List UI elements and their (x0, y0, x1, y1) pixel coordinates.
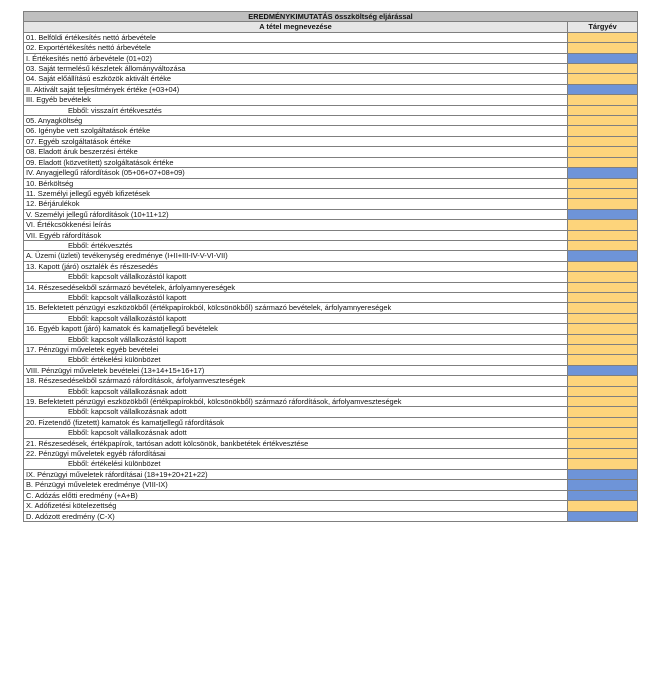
input-value-cell[interactable] (568, 64, 638, 74)
table-row (24, 126, 638, 136)
table-row (24, 147, 638, 157)
table-row (24, 95, 638, 105)
table-row (24, 501, 638, 511)
computed-value-cell (568, 84, 638, 94)
input-value-cell[interactable] (568, 334, 638, 344)
table-row (24, 469, 638, 479)
table-row (24, 136, 638, 146)
input-value-cell[interactable] (568, 303, 638, 313)
table-row (24, 438, 638, 448)
input-value-cell[interactable] (568, 116, 638, 126)
computed-value-cell (568, 168, 638, 178)
table-row (24, 230, 638, 240)
row-label: 15. Befektetett pénzügyi eszközökből (értékpapírokból, kölcsönökből) származó bevételek, árfolyamnyereségek (24, 303, 568, 313)
table-row (24, 313, 638, 323)
row-label: X. Adófizetési kötelezettség (24, 501, 568, 511)
table-row (24, 282, 638, 292)
row-label: C. Adózás előtti eredmény (+A+B) (24, 490, 568, 500)
row-label: 14. Részesedésekből származó bevételek, árfolyamnyereségek (24, 282, 568, 292)
input-value-cell[interactable] (568, 188, 638, 198)
header-row (24, 22, 638, 32)
row-label: 10. Bérköltség (24, 178, 568, 188)
table-row (24, 168, 638, 178)
input-value-cell[interactable] (568, 386, 638, 396)
row-label: VI. Értékcsökkenési leírás (24, 220, 568, 230)
input-value-cell[interactable] (568, 376, 638, 386)
computed-value-cell (568, 53, 638, 63)
table-row (24, 272, 638, 282)
input-value-cell[interactable] (568, 449, 638, 459)
column-header-year: Tárgyév (568, 22, 638, 32)
input-value-cell[interactable] (568, 95, 638, 105)
table-row (24, 345, 638, 355)
row-label: 18. Részesedésekből származó ráfordítások, árfolyamveszteségek (24, 376, 568, 386)
input-value-cell[interactable] (568, 292, 638, 302)
table-row (24, 105, 638, 115)
input-value-cell[interactable] (568, 438, 638, 448)
row-label: Ebből: kapcsolt vállalkozásnak adott (24, 386, 568, 396)
table-row (24, 84, 638, 94)
income-statement-table (23, 11, 638, 522)
row-label: 17. Pénzügyi műveletek egyéb bevételei (24, 345, 568, 355)
row-label: VIII. Pénzügyi műveletek bevételei (13+14+15+16+17) (24, 365, 568, 375)
row-label: Ebből: kapcsolt vállalkozásnak adott (24, 428, 568, 438)
table-row (24, 334, 638, 344)
input-value-cell[interactable] (568, 199, 638, 209)
input-value-cell[interactable] (568, 178, 638, 188)
column-header-item: A tétel megnevezése (24, 22, 568, 32)
input-value-cell[interactable] (568, 459, 638, 469)
input-value-cell[interactable] (568, 428, 638, 438)
table-row (24, 199, 638, 209)
table-row (24, 261, 638, 271)
row-label: 07. Egyéb szolgáltatások értéke (24, 136, 568, 146)
table-row (24, 407, 638, 417)
row-label: VII. Egyéb ráfordítások (24, 230, 568, 240)
table-row (24, 490, 638, 500)
input-value-cell[interactable] (568, 105, 638, 115)
row-label: 11. Személyi jellegű egyéb kifizetések (24, 188, 568, 198)
input-value-cell[interactable] (568, 313, 638, 323)
table-row (24, 376, 638, 386)
row-label: Ebből: kapcsolt vállalkozástól kapott (24, 272, 568, 282)
input-value-cell[interactable] (568, 324, 638, 334)
input-value-cell[interactable] (568, 147, 638, 157)
table-row (24, 292, 638, 302)
row-label: 21. Részesedések, értékpapírok, tartósan adott kölcsönök, bankbetétek értékvesztése (24, 438, 568, 448)
input-value-cell[interactable] (568, 74, 638, 84)
input-value-cell[interactable] (568, 397, 638, 407)
table-row (24, 43, 638, 53)
row-label: 02. Exportértékesítés nettó árbevétele (24, 43, 568, 53)
input-value-cell[interactable] (568, 261, 638, 271)
table-row (24, 220, 638, 230)
table-row (24, 449, 638, 459)
row-label: Ebből: kapcsolt vállalkozástól kapott (24, 313, 568, 323)
row-label: I. Értékesítés nettó árbevétele (01+02) (24, 53, 568, 63)
row-label: 16. Egyéb kapott (járó) kamatok és kamatjellegű bevételek (24, 324, 568, 334)
row-label: 19. Befektetett pénzügyi eszközökből (értékpapírokból, kölcsönökből) származó ráfordítások, árfolyamveszteségek (24, 397, 568, 407)
table-row (24, 365, 638, 375)
table-row (24, 459, 638, 469)
row-label: Ebből: visszaírt értékvesztés (24, 105, 568, 115)
table-row (24, 480, 638, 490)
input-value-cell[interactable] (568, 126, 638, 136)
row-label: 06. Igénybe vett szolgáltatások értéke (24, 126, 568, 136)
computed-value-cell (568, 209, 638, 219)
row-label: V. Személyi jellegű ráfordítások (10+11+12) (24, 209, 568, 219)
table-row (24, 64, 638, 74)
row-label: 08. Eladott áruk beszerzési értéke (24, 147, 568, 157)
table-row (24, 324, 638, 334)
row-label: Ebből: kapcsolt vállalkozásnak adott (24, 407, 568, 417)
row-label: Ebből: értékvesztés (24, 240, 568, 250)
row-label: Ebből: értékelési különbözet (24, 355, 568, 365)
input-value-cell[interactable] (568, 345, 638, 355)
input-value-cell[interactable] (568, 32, 638, 42)
table-row (24, 240, 638, 250)
row-label: III. Egyéb bevételek (24, 95, 568, 105)
table-row (24, 178, 638, 188)
input-value-cell[interactable] (568, 157, 638, 167)
computed-value-cell (568, 480, 638, 490)
input-value-cell[interactable] (568, 355, 638, 365)
input-value-cell[interactable] (568, 501, 638, 511)
title-row (24, 12, 638, 22)
computed-value-cell (568, 511, 638, 521)
table-row (24, 209, 638, 219)
input-value-cell[interactable] (568, 43, 638, 53)
table-row (24, 32, 638, 42)
computed-value-cell (568, 251, 638, 261)
computed-value-cell (568, 490, 638, 500)
row-label: 03. Saját termelésű készletek állományváltozása (24, 64, 568, 74)
row-label: 12. Bérjárulékok (24, 199, 568, 209)
row-label: 05. Anyagköltség (24, 116, 568, 126)
input-value-cell[interactable] (568, 282, 638, 292)
input-value-cell[interactable] (568, 407, 638, 417)
table-row (24, 417, 638, 427)
row-label: IX. Pénzügyi műveletek ráfordításai (18+19+20+21+22) (24, 469, 568, 479)
table-row (24, 386, 638, 396)
table-row (24, 397, 638, 407)
table-row (24, 428, 638, 438)
row-label: Ebből: kapcsolt vállalkozástól kapott (24, 292, 568, 302)
input-value-cell[interactable] (568, 240, 638, 250)
table-row (24, 116, 638, 126)
row-label: 01. Belföldi értékesítés nettó árbevétele (24, 32, 568, 42)
input-value-cell[interactable] (568, 220, 638, 230)
row-label: 22. Pénzügyi műveletek egyéb ráfordításai (24, 449, 568, 459)
table-row (24, 303, 638, 313)
table-row (24, 251, 638, 261)
computed-value-cell (568, 469, 638, 479)
input-value-cell[interactable] (568, 136, 638, 146)
table-row (24, 157, 638, 167)
income-statement-body (24, 12, 638, 522)
table-row (24, 74, 638, 84)
table-row (24, 511, 638, 521)
computed-value-cell (568, 365, 638, 375)
row-label: B. Pénzügyi műveletek eredménye (VIII-IX) (24, 480, 568, 490)
row-label: D. Adózott eredmény (C-X) (24, 511, 568, 521)
input-value-cell[interactable] (568, 230, 638, 240)
table-row (24, 355, 638, 365)
row-label: 09. Eladott (közvetített) szolgáltatások értéke (24, 157, 568, 167)
table-title: EREDMÉNYKIMUTATÁS összköltség eljárással (24, 12, 638, 22)
row-label: Ebből: kapcsolt vállalkozástól kapott (24, 334, 568, 344)
row-label: Ebből: értékelési különbözet (24, 459, 568, 469)
row-label: A. Üzemi (üzleti) tevékenység eredménye (I+II+III-IV-V-VI-VII) (24, 251, 568, 261)
row-label: IV. Anyagjellegű ráfordítások (05+06+07+08+09) (24, 168, 568, 178)
row-label: 20. Fizetendő (fizetett) kamatok és kamatjellegű ráfordítások (24, 417, 568, 427)
row-label: II. Aktivált saját teljesítmények értéke (+03+04) (24, 84, 568, 94)
table-row (24, 188, 638, 198)
row-label: 13. Kapott (járó) osztalék és részesedés (24, 261, 568, 271)
input-value-cell[interactable] (568, 417, 638, 427)
table-row (24, 53, 638, 63)
input-value-cell[interactable] (568, 272, 638, 282)
row-label: 04. Saját előállítású eszközök aktivált értéke (24, 74, 568, 84)
